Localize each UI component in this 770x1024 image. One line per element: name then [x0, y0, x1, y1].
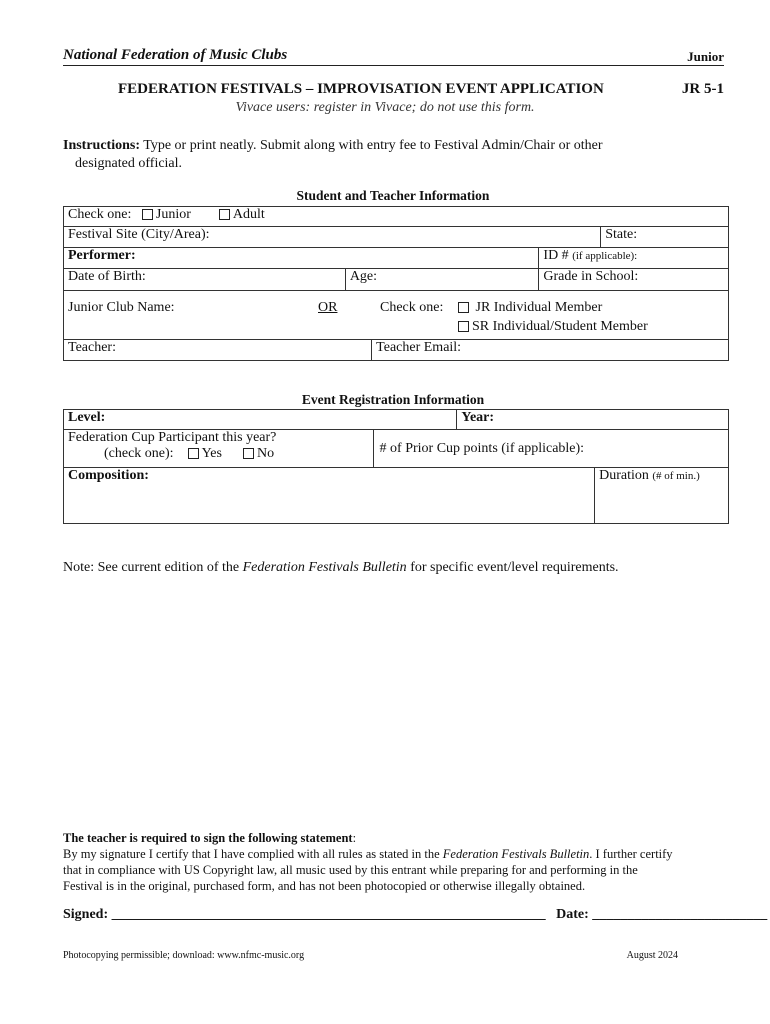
cup-no-checkbox[interactable] — [243, 448, 254, 459]
signed-field[interactable]: Signed: ______________________________________________________________ — [63, 907, 546, 922]
teacher-email-label: Teacher Email: — [376, 340, 462, 355]
performer-field[interactable] — [64, 248, 539, 269]
cup-no-label: No — [256, 446, 275, 461]
junior-checkbox[interactable] — [142, 209, 153, 220]
sr-member-checkbox[interactable] — [458, 321, 469, 332]
form-title: FEDERATION FESTIVALS – IMPROVISATION EVENT APPLICATION — [118, 81, 604, 97]
date-field[interactable]: Date: _________________________ — [556, 907, 768, 922]
header-rule — [63, 65, 724, 66]
age-label: Age: — [349, 269, 378, 284]
duration-field[interactable] — [595, 468, 729, 524]
note-suffix: for specific event/level requirements. — [406, 560, 619, 575]
cup-check-one-label: (check one): — [104, 446, 174, 461]
student-section-title: Student and Teacher Information — [296, 188, 490, 203]
duration-label: Duration — [599, 468, 649, 483]
id-label: ID # — [543, 248, 569, 263]
membership-type-row — [64, 207, 729, 227]
junior-label: Junior — [155, 207, 191, 222]
festival-site-field[interactable] — [64, 227, 601, 248]
state-label: State: — [605, 227, 638, 242]
jr-member-checkbox[interactable] — [458, 302, 469, 313]
composition-label: Composition: — [68, 468, 149, 483]
state-field[interactable] — [601, 227, 729, 248]
sr-member-option[interactable] — [458, 319, 648, 335]
prior-points-label: # of Prior Cup points (if applicable): — [379, 440, 585, 456]
event-info-table — [63, 409, 729, 524]
adult-checkbox[interactable] — [219, 209, 230, 220]
teacher-field[interactable] — [64, 340, 372, 361]
age-field[interactable] — [345, 269, 539, 291]
instructions — [63, 137, 703, 173]
or-label: OR — [318, 300, 338, 315]
sr-member-label: SR Individual/Student Member — [472, 319, 648, 334]
statement-line1b: . I further certify — [589, 847, 673, 861]
teacher-label: Teacher: — [68, 340, 116, 355]
check-one-member-label: Check one: — [380, 300, 444, 315]
org-name: National Federation of Music Clubs — [63, 47, 288, 63]
club-row — [64, 291, 729, 340]
form-code: JR 5-1 — [681, 81, 724, 97]
dob-field[interactable] — [64, 269, 346, 291]
statement-line3: Festival is in the original, purchased form, and has not been photocopied or otherwise illegally obtained. — [63, 879, 586, 893]
festival-site-label: Festival Site (City/Area): — [68, 227, 210, 242]
event-section-title: Event Registration Information — [301, 392, 485, 407]
teacher-email-field[interactable] — [372, 340, 729, 361]
grade-label: Grade in School: — [543, 269, 639, 284]
cup-yes-checkbox[interactable] — [188, 448, 199, 459]
instructions-label: Instructions: — [63, 138, 141, 153]
instructions-text-cont: designated official. — [75, 156, 183, 171]
footer-date: August 2024 — [626, 950, 678, 961]
year-label: Year: — [461, 410, 495, 425]
form-subtitle: Vivace users: register in Vivace; do not use this form. — [235, 100, 535, 115]
jr-member-option[interactable] — [458, 300, 602, 316]
year-field[interactable] — [457, 410, 729, 430]
club-name-label: Junior Club Name: — [68, 300, 175, 315]
performer-label: Performer: — [68, 248, 136, 263]
teacher-statement — [63, 830, 733, 894]
student-info-table — [63, 206, 729, 361]
cup-participant-label: Federation Cup Participant this year? — [68, 430, 277, 445]
id-field[interactable] — [539, 248, 729, 269]
duration-note: (# of min.) — [652, 470, 700, 482]
id-note: (if applicable): — [572, 250, 638, 262]
level-label: Level: — [68, 410, 106, 425]
footer-download: Photocopying permissible; download: www.nfmc-music.org — [63, 950, 305, 961]
statement-line1a: By my signature I certify that I have complied with all rules as stated in the — [63, 847, 443, 861]
adult-label: Adult — [232, 207, 265, 222]
check-one-label: Check one: — [68, 207, 132, 222]
level-field[interactable] — [64, 410, 457, 430]
statement-bulletin: Federation Festivals Bulletin — [442, 847, 590, 861]
category-label: Junior — [687, 49, 724, 64]
signature-line — [63, 907, 767, 923]
bulletin-note — [63, 560, 619, 576]
statement-heading: The teacher is required to sign the following statement — [63, 831, 353, 845]
grade-field[interactable] — [539, 269, 729, 291]
composition-field[interactable] — [64, 468, 595, 524]
prior-points-field[interactable] — [373, 430, 728, 468]
note-prefix: Note: See current edition of the — [63, 560, 243, 575]
statement-colon: : — [352, 831, 357, 845]
jr-member-label: JR Individual Member — [475, 300, 603, 315]
statement-line2: that in compliance with US Copyright law, all music used by this entrant while preparing for and performing in the — [63, 863, 638, 877]
cup-yes-label: Yes — [201, 446, 222, 461]
instructions-text: Type or print neatly. Submit along with entry fee to Festival Admin/Chair or other — [140, 138, 603, 153]
note-bulletin: Federation Festivals Bulletin — [242, 560, 407, 575]
cup-participant-field — [64, 430, 374, 468]
dob-label: Date of Birth: — [68, 269, 146, 284]
